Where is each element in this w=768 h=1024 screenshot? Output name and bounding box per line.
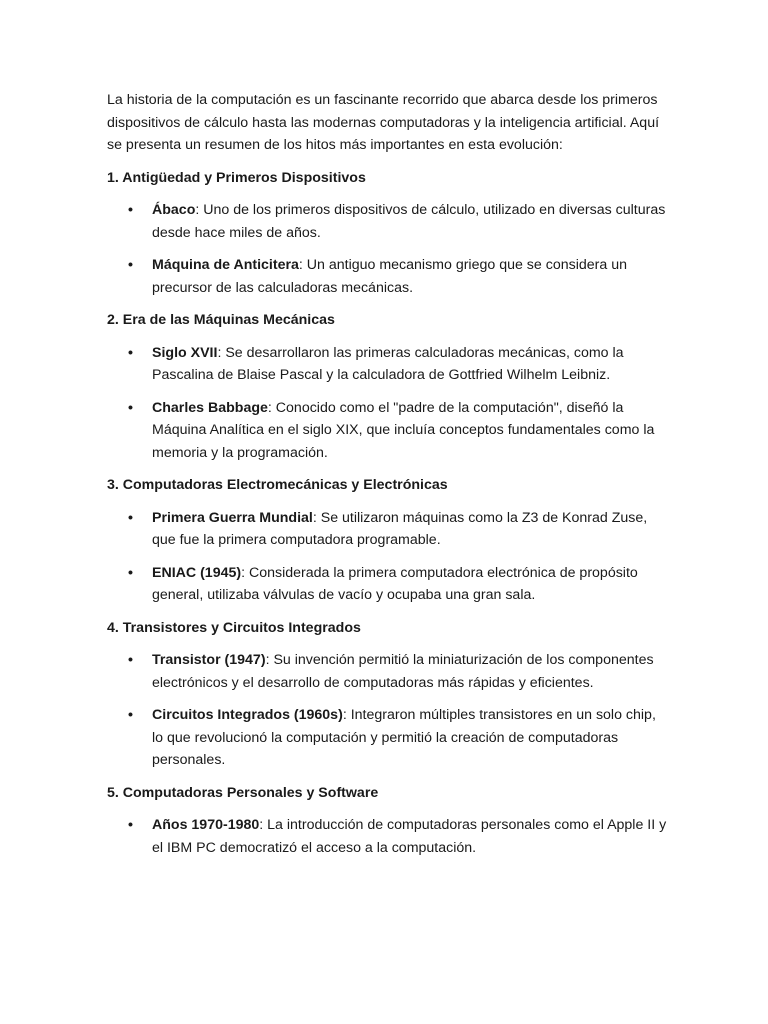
bullet-list xyxy=(107,199,667,299)
item-text: : Integraron múltiples transistores en un solo chip, lo que revolucionó la computación y permitió la creación de computadoras personales. xyxy=(152,707,656,768)
section-heading: 2. Era de las Máquinas Mecánicas xyxy=(107,312,335,328)
list-item xyxy=(107,814,667,859)
item-text: : Su invención permitió la miniaturización de los componentes electrónicos y el desarrollo de computadoras más rápidas y eficientes. xyxy=(152,652,654,691)
list-item xyxy=(107,562,667,607)
bullet-icon: • xyxy=(128,564,133,581)
list-item xyxy=(107,254,667,299)
item-term: Primera Guerra Mundial xyxy=(152,509,313,526)
item-text: : Se utilizaron máquinas como la Z3 de Konrad Zuse, que fue la primera computadora programable. xyxy=(152,509,648,548)
list-item xyxy=(107,397,667,465)
section-heading: 3. Computadoras Electromecánicas y Electrónicas xyxy=(107,477,448,493)
section-heading: 5. Computadoras Personales y Software xyxy=(107,784,379,801)
list-item xyxy=(107,704,667,772)
list-item xyxy=(107,199,667,244)
item-text: : Considerada la primera computadora electrónica de propósito general, utilizaba válvulas de vacío y ocupaba una gran sala. xyxy=(152,564,638,603)
bullet-icon: • xyxy=(128,817,133,833)
list-item xyxy=(107,342,667,387)
item-text: : La introducción de computadoras personales como el Apple II y el IBM PC democratizó el acceso a la computación. xyxy=(152,817,667,856)
item-term: Máquina de Anticitera xyxy=(152,257,299,273)
bullet-icon: • xyxy=(128,399,133,416)
section-heading: 4. Transistores y Circuitos Integrados xyxy=(107,619,361,636)
item-term: Transistor (1947) xyxy=(152,652,266,668)
item-term: Charles Babbage xyxy=(152,399,268,416)
list-item xyxy=(107,507,667,552)
bullet-icon: • xyxy=(128,509,133,526)
bullet-list xyxy=(107,649,667,772)
item-term: Circuitos Integrados (1960s) xyxy=(152,707,343,723)
item-term: Ábaco xyxy=(152,202,196,218)
item-text: : Un antiguo mecanismo griego que se considera un precursor de las calculadoras mecánicas. xyxy=(152,257,627,296)
bullet-icon: • xyxy=(128,707,133,723)
bullet-icon: • xyxy=(128,344,133,361)
list-item xyxy=(107,649,667,694)
section xyxy=(107,309,667,464)
section xyxy=(107,474,667,607)
bullet-icon: • xyxy=(128,202,133,218)
item-term: Siglo XVII xyxy=(152,344,218,361)
section-heading: 1. Antigüedad y Primeros Dispositivos xyxy=(107,169,366,186)
intro-paragraph: La historia de la computación es un fascinante recorrido que abarca desde los primeros dispositivos de cálculo hasta las modernas computadoras y la inteligencia artificial. Aquí se presenta un resumen de los hitos más importantes en esta evolución: xyxy=(107,92,660,153)
document-body xyxy=(107,89,667,869)
bullet-list xyxy=(107,814,667,859)
item-term: Años 1970-1980 xyxy=(152,817,260,833)
bullet-list xyxy=(107,507,667,607)
bullet-icon: • xyxy=(128,257,133,273)
section xyxy=(107,617,667,772)
item-text: : Uno de los primeros dispositivos de cálculo, utilizado en diversas culturas desde hace miles de años. xyxy=(152,202,666,241)
bullet-list xyxy=(107,342,667,465)
section xyxy=(107,167,667,300)
section xyxy=(107,782,667,860)
bullet-icon: • xyxy=(128,652,133,668)
item-text: : Se desarrollaron las primeras calculadoras mecánicas, como la Pascalina de Blaise Pascal y la calculadora de Gottfried Wilhelm Leibniz. xyxy=(152,344,624,383)
item-term: ENIAC (1945) xyxy=(152,564,242,581)
item-text: : Conocido como el "padre de la computación", diseñó la Máquina Analítica en el siglo XIX, que incluía conceptos fundamentales como la memoria y la programación. xyxy=(152,399,655,461)
